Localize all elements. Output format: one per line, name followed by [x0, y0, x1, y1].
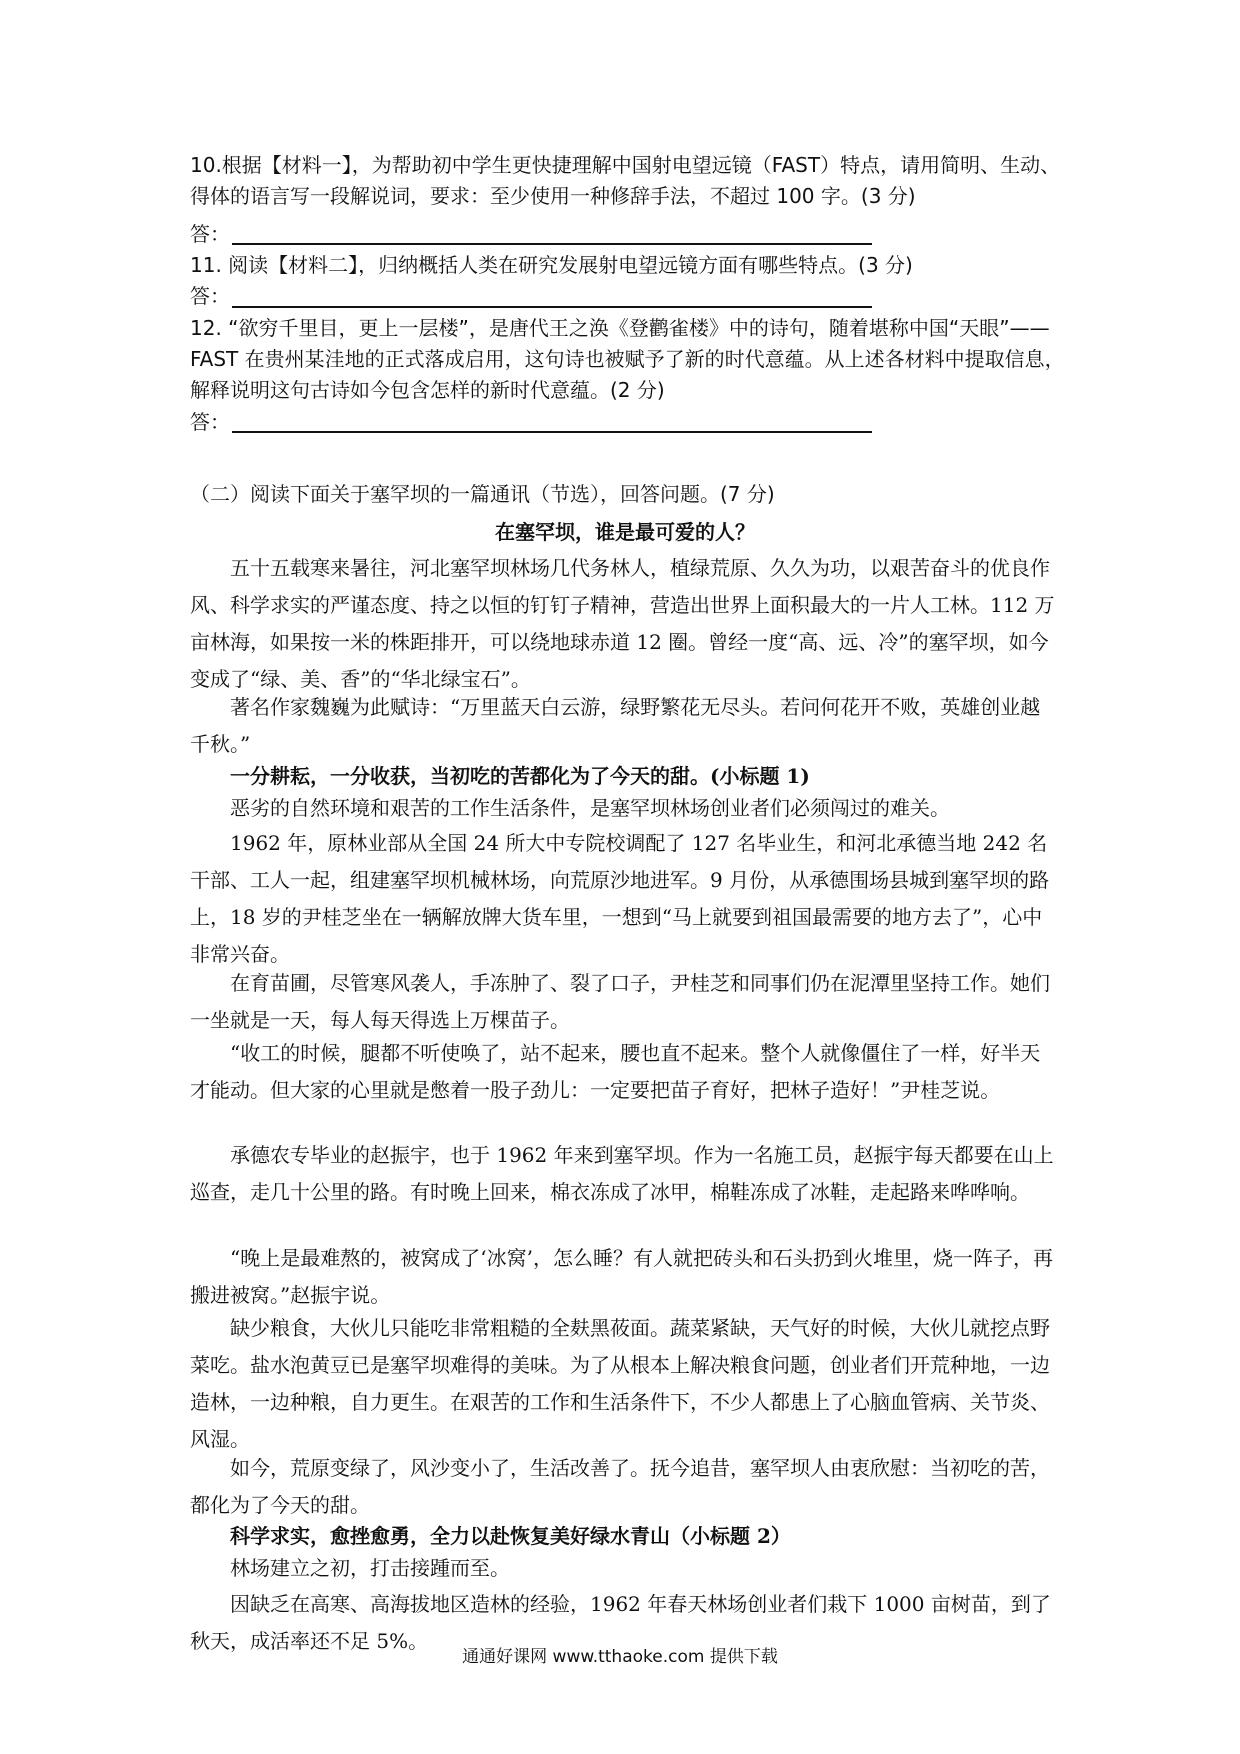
paragraph-4: 1962 年，原林业部从全国 24 所大中专院校调配了 127 名毕业生，和河北承德当地 242 名干部、工人一起，组建塞罕坝机械林场，向荒原沙地进军。9 月份，从承德围场县城到塞罕坝的路上，18 岁的尹桂芝坐在一辆解放牌大货车里，一想到“马上就要到祖国最需要的地方去了”，心中非常兴奋。 — [190, 831, 1050, 966]
paragraph-5: 在育苗圃，尽管寒风袭人，手冻肿了、裂了口子，尹桂芝和同事们仍在泥潭里坚持工作。她们一坐就是一天，每人每天得选上万棵苗子。 — [190, 971, 1050, 1032]
paragraph-6: “收工的时候，腿都不听使唤了，站不起来，腰也直不起来。整个人就像僵住了一样，好半天才能动。但大家的心里就是憋着一股子劲儿：一定要把苗子育好，把林子造好！”尹桂芝说。 — [190, 1041, 1041, 1102]
question-10: 10.根据【材料一】，为帮助初中学生更快捷理解中国射电望远镜（FAST）特点，请用简明、生动、得体的语言写一段解说词，要求：至少使用一种修辞手法，不超过 100 字。(3 分) — [190, 153, 1061, 208]
section-heading: （二）阅读下面关于塞罕坝的一篇通讯（节选），回答问题。(7 分) — [190, 482, 775, 506]
paragraph-2: 著名作家魏巍为此赋诗：“万里蓝天白云游，绿野繁花无尽头。若问何花开不败，英雄创业越千秋。” — [190, 695, 1041, 756]
answer-line-11[interactable] — [232, 306, 872, 308]
paragraph-1: 五十五载寒来暑往，河北塞罕坝林场几代务林人，植绿荒原、久久为功，以艰苦奋斗的优良作风、科学求实的严谨态度、持之以恒的钉钉子精神，营造出世界上面积最大的一片人工林。112 万亩林海，如果按一米的株距排开，可以绕地球赤道 12 圈。曾经一度“高、远、冷”的塞罕坝，如今变成了“绿、美、香”的“华北绿宝石”。 — [190, 556, 1055, 691]
question-12: 12. “欲穷千里目，更上一层楼”，是唐代王之涣《登鹳雀楼》中的诗句，随着堪称中国“天眼”——FAST 在贵州某洼地的正式落成启用，这句诗也被赋予了新的时代意蕴。从上述各材料中提取信息，解释说明这句古诗如今包含怎样的新时代意蕴。(2 分) — [190, 316, 1065, 402]
answer-line-12[interactable] — [232, 431, 872, 433]
question-11: 11. 阅读【材料二】，归纳概括人类在研究发展射电望远镜方面有哪些特点。(3 分) — [190, 253, 913, 277]
paragraph-8: “晚上是最难熬的，被窝成了‘冰窝’，怎么睡？有人就把砖头和石头扔到火堆里，烧一阵子，再搬进被窝。”赵振宇说。 — [190, 1246, 1053, 1307]
paragraph-7: 承德农专毕业的赵振宇，也于 1962 年来到塞罕坝。作为一名施工员，赵振宇每天都要在山上巡查，走几十公里的路。有时晚上回来，棉衣冻成了冰甲，棉鞋冻成了冰鞋，走起路来哗哗响。 — [190, 1143, 1054, 1204]
paragraph-12: 因缺乏在高寒、高海拔地区造林的经验，1962 年春天林场创业者们栽下 1000 亩树苗，到了秋天，成活率还不足 5%。 — [190, 1592, 1051, 1653]
paragraph-9: 缺少粮食，大伙儿只能吃非常粗糙的全麸黑莜面。蔬菜紧缺，天气好的时候，大伙儿就挖点野菜吃。盐水泡黄豆已是塞罕坝难得的美味。为了从根本上解决粮食问题，创业者们开荒种地，一边造林，一边种粮，自力更生。在艰苦的工作和生活条件下，不少人都患上了心脑血管病、关节炎、风湿。 — [190, 1316, 1050, 1451]
answer-line-10[interactable] — [232, 243, 872, 245]
answer-label-12: 答： — [190, 410, 230, 434]
page-footer: 通通好课网 www.tthaoke.com 提供下载 — [462, 1647, 778, 1667]
paragraph-10: 如今，荒原变绿了，风沙变小了，生活改善了。抚今追昔，塞罕坝人由衷欣慰：当初吃的苦，都化为了今天的甜。 — [190, 1456, 1050, 1517]
paragraph-11: 林场建立之初，打击接踵而至。 — [230, 1556, 510, 1580]
paragraph-3: 恶劣的自然环境和艰苦的工作生活条件，是塞罕坝林场创业者们必须闯过的难关。 — [230, 796, 950, 820]
subheading-1: 一分耕耘，一分收获，当初吃的苦都化为了今天的甜。(小标题 1) — [230, 764, 810, 788]
article-title: 在塞罕坝，谁是最可爱的人？ — [495, 520, 755, 544]
answer-label-10: 答： — [190, 222, 230, 246]
subheading-2: 科学求实，愈挫愈勇，全力以赴恢复美好绿水青山（小标题 2） — [230, 1524, 791, 1548]
answer-label-11: 答： — [190, 284, 230, 308]
